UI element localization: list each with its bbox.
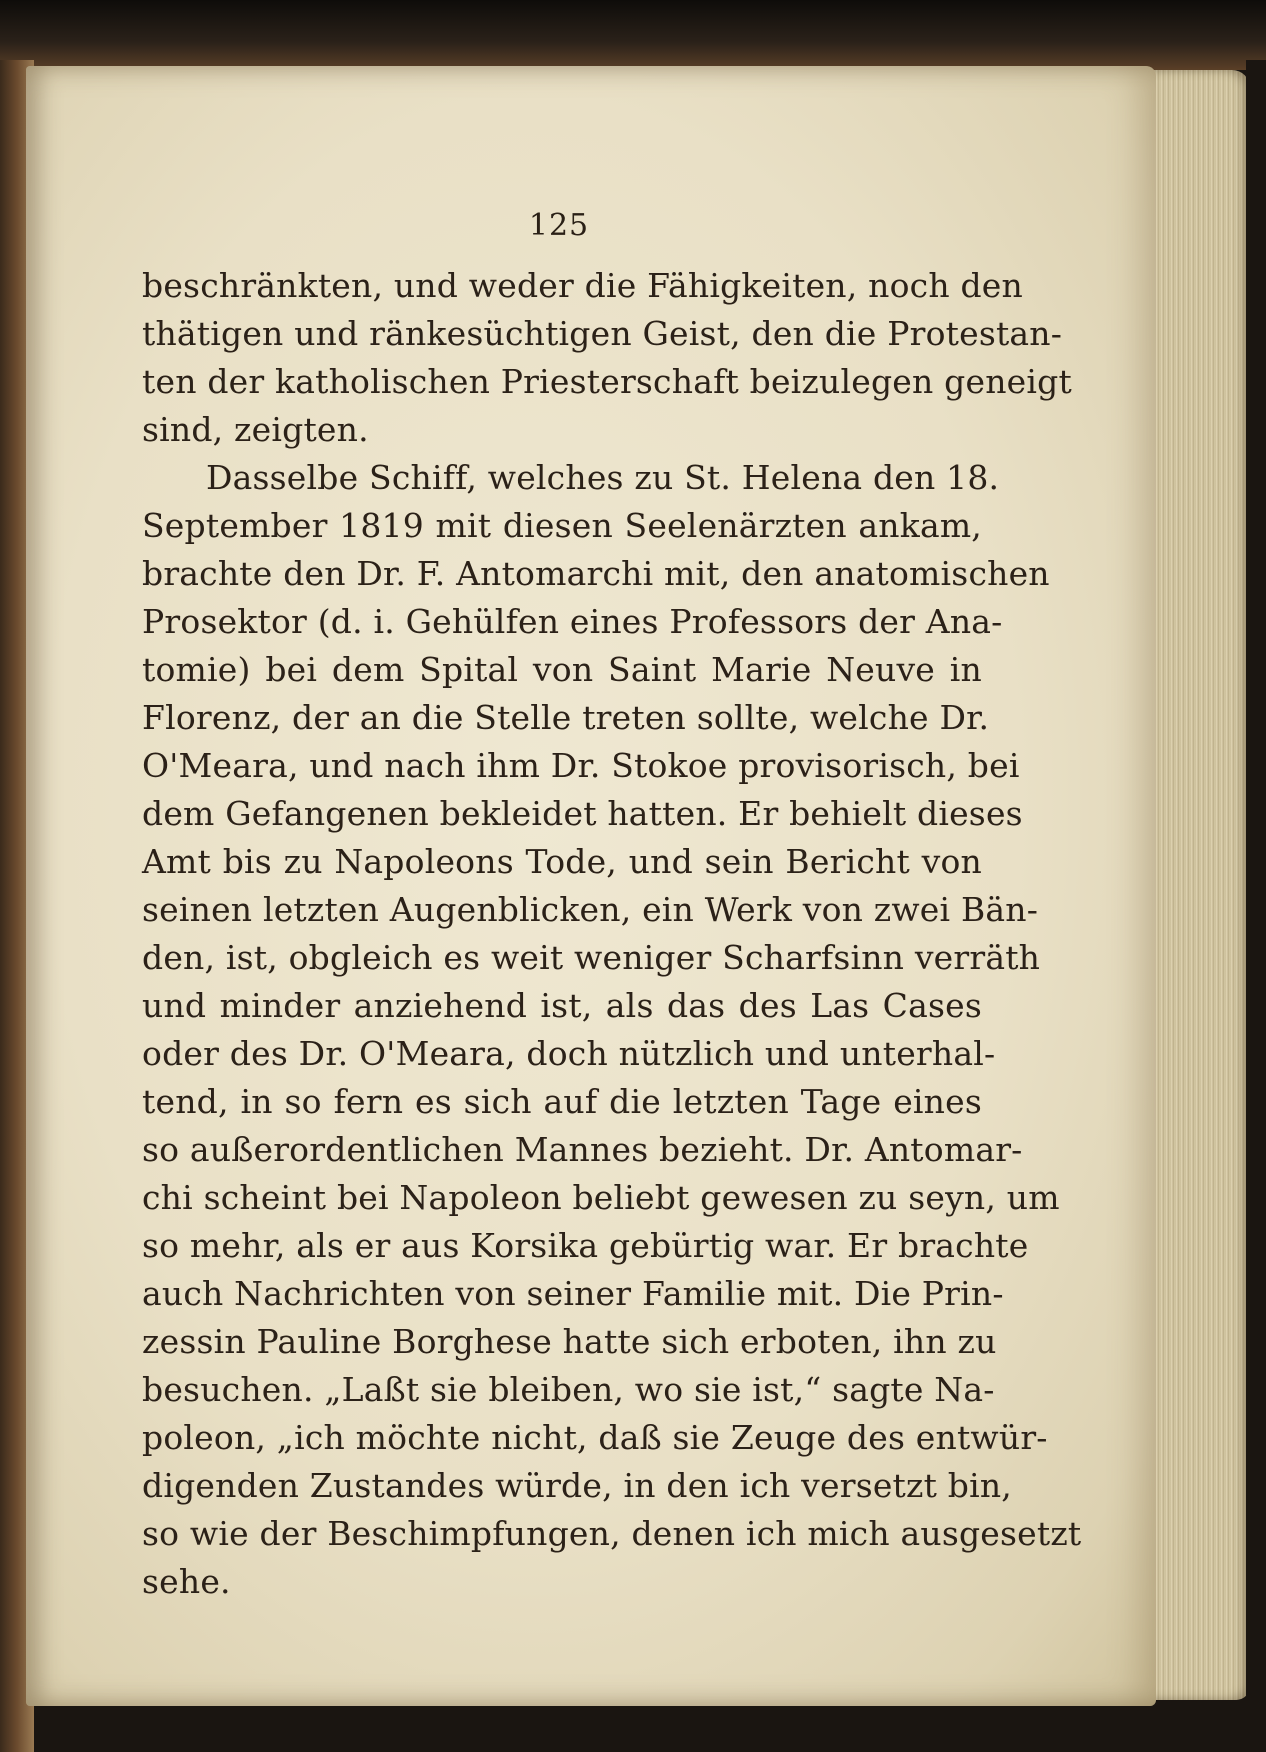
text-line: den, ist, obgleich es weit weniger Scharfsinn verräth (142, 938, 1041, 977)
body-text (142, 262, 1082, 1606)
text-line: dem Gefangenen bekleidet hatten. Er behielt dieses (142, 794, 1023, 833)
book-right-shadow (1246, 60, 1266, 1752)
text-line: O'Meara, und nach ihm Dr. Stokoe provisorisch, bei (142, 746, 1020, 785)
text-line: und minder anziehend ist, als das des Las Cases (142, 986, 982, 1025)
text-line: chi scheint bei Napoleon beliebt gewesen zu seyn, um (142, 1178, 1060, 1217)
text-line: Florenz, der an die Stelle treten sollte, welche Dr. (142, 698, 990, 737)
text-line: Prosektor (d. i. Gehülfen eines Professors der Ana- (142, 602, 1003, 641)
text-line: Dasselbe Schiff, welches zu St. Helena den 18. (206, 458, 1000, 497)
text-line: so wie der Beschimpfungen, denen ich mich ausgesetzt (142, 1514, 1082, 1553)
text-line: sind, zeigten. (142, 410, 369, 449)
page-number: 125 (528, 208, 590, 243)
text-line: so mehr, als er aus Korsika gebürtig war. Er brachte (142, 1226, 1029, 1265)
text-line: besuchen. „Laßt sie bleiben, wo sie ist,“ sagte Na- (142, 1370, 995, 1409)
text-line: Amt bis zu Napoleons Tode, und sein Bericht von (142, 842, 982, 881)
book-page (26, 66, 1156, 1706)
text-line: poleon, „ich möchte nicht, daß sie Zeuge des entwür- (142, 1418, 1048, 1457)
text-line: digenden Zustandes würde, in den ich versetzt bin, (142, 1466, 1012, 1505)
text-line: auch Nachrichten von seiner Familie mit. Die Prin- (142, 1274, 1004, 1313)
text-line: ten der katholischen Priesterschaft beizulegen geneigt (142, 362, 1072, 401)
text-line: tomie) bei dem Spital von Saint Marie Neuve in (142, 650, 982, 689)
text-line: so außerordentlichen Mannes bezieht. Dr. Antomar- (142, 1130, 1023, 1169)
text-line: thätigen und ränkesüchtigen Geist, den die Protestan- (142, 314, 1063, 353)
text-line: September 1819 mit diesen Seelenärzten ankam, (142, 506, 982, 545)
text-line: sehe. (142, 1562, 231, 1601)
page-stack-edge (1150, 70, 1250, 1700)
text-line: tend, in so fern es sich auf die letzten Tage eines (142, 1082, 982, 1121)
text-line: zessin Pauline Borghese hatte sich erboten, ihn zu (142, 1322, 997, 1361)
book-top-edge (0, 0, 1266, 70)
text-line: beschränkten, und weder die Fähigkeiten, noch den (142, 266, 1023, 305)
text-line: oder des Dr. O'Meara, doch nützlich und unterhal- (142, 1034, 996, 1073)
text-line: seinen letzten Augenblicken, ein Werk von zwei Bän- (142, 890, 1039, 929)
text-line: brachte den Dr. F. Antomarchi mit, den anatomischen (142, 554, 1050, 593)
